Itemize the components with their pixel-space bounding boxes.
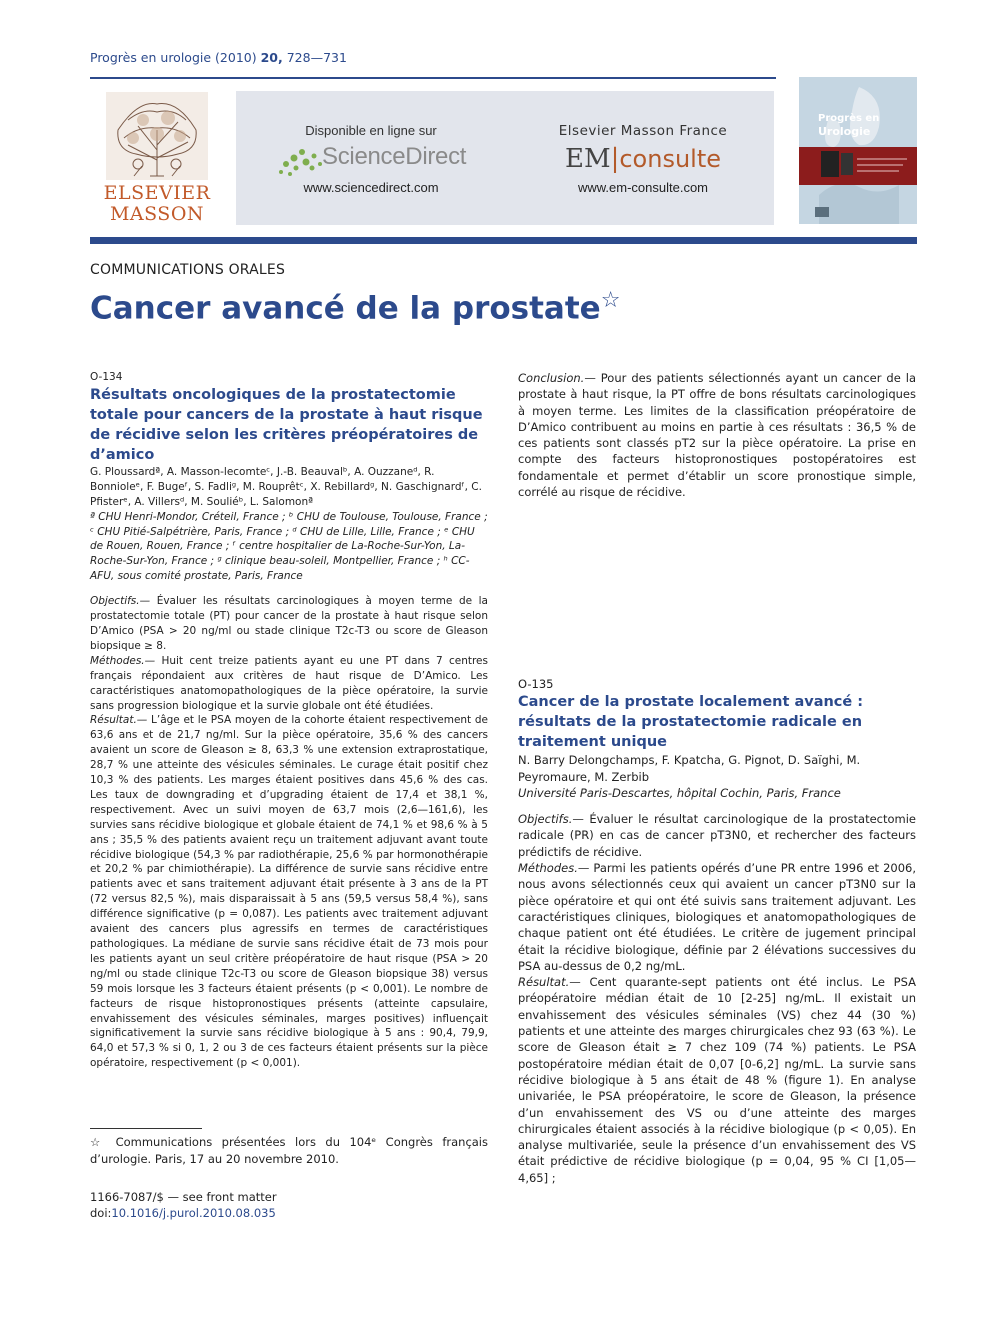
abstract-number: O-134 <box>90 371 123 383</box>
cover-title-line2: Urologie <box>818 125 871 138</box>
section-label: COMMUNICATIONS ORALES <box>90 262 286 278</box>
elsevier-masson-logo <box>98 90 216 226</box>
sciencedirect-logo-text: ScienceDirect <box>322 143 467 170</box>
abstract-affiliations: ª CHU Henri-Mondor, Créteil, France ; ᵇ CHU de Toulouse, Toulouse, France ; ᶜ CHU Pitié-Salpétrière, Paris, France ; ᵈ CHU de Lille, Lille, France ; ᵉ CHU de Rouen, Rouen, France ; ᶠ centre hospitalier de La-Roche-Sur-Yon, La-Roche-Sur-Yon, France ; ᵍ clinique beau-soleil, Montpellier, France ; ʰ CC-AFU, sous comité prostate, Paris, France <box>90 510 488 583</box>
methodes-paragraph <box>90 654 488 714</box>
sciencedirect-label: Disponible en ligne sur <box>305 123 437 138</box>
conclusion-text: Pour des patients sélectionnés ayant un cancer de la prostate à haut risque, la PT offre de bons résultats carcinologiques à moyen terme. Les limites de la classification préopératoire de D’Amico contribuent au moins en partie à ces résultats : 36,5 % de ces patients sont classés pT2 sur la pièce opératoire. La prise en compte des facteurs histopronostiques postopératoires est fondamentale et permet d’établir un score pronostique simple, corrélé au risque de récidive. <box>518 371 916 500</box>
objectifs-paragraph <box>518 811 916 860</box>
journal-year: (2010) <box>215 50 257 65</box>
abstract-title: Cancer de la prostate localement avancé : résultats de la prostatectomie radicale en traitement unique <box>518 694 864 751</box>
objectifs-paragraph <box>90 594 488 654</box>
methodes-text: Huit cent treize patients ayant eu une PT dans 7 centres français répondaient aux critères de haut risque de D’Amico. Les caractéristiques anatomopathologiques de la pièce opératoire, la survie sans progression biologique et la survie globale ont été étudiées. <box>90 654 488 712</box>
em-consulte-url[interactable]: www.em-consulte.com <box>577 180 709 195</box>
methodes-label: Méthodes.— <box>90 654 156 667</box>
cover-title-line1: Progrès en <box>818 113 880 124</box>
issn-doi-block <box>90 1189 277 1221</box>
abstract-number: O-135 <box>518 677 554 691</box>
doi-link[interactable]: 10.1016/j.purol.2010.08.035 <box>111 1206 276 1220</box>
methodes-label: Méthodes.— <box>518 861 590 876</box>
objectifs-label: Objectifs.— <box>518 812 584 827</box>
em-consulte-logo: EM|consulte <box>564 144 722 174</box>
methodes-text: Parmi les patients opérés d’une PR entre 1996 et 2006, nous avons sélectionnés ceux qui avaient un cancer pT3N0 sur la pièce opératoire et qui ont été suivis sans traitement adjuvant. Les caractéristiques cliniques, biologiques et anatomopathologiques de chaque patient ont été étudiées. Le critère de jugement principal était la récidive biologique, définie par 2 élévations successives du PSA au-dessus de 0,2 ng/mL. <box>518 861 916 973</box>
issn-line: 1166-7087/$ — see front matter <box>90 1190 277 1204</box>
resultat-text: L’âge et le PSA moyen de la cohorte étaient respectivement de 63,6 ans et de 21,7 ng/ml. Sur la pièce opératoire, 35,6 % des cancers avaient un score de Gleason ≥ 8, 63,3 % une extension extraprostatique, 28,7 % une atteinte des vésicules séminales. Le curage était positif chez 10,3 % des patients. Les marges étaient positives dans 45,6 % des cas. Les taux de downgrading et d’upgrading étaient de 17,4 et 38,1 %, respectivement. Avec un suivi moyen de 63,7 mois (2,6—161,6), les survies sans récidive biologique et globale étaient de 74,1 % et 98,6 % à 5 ans ; 35,5 % des patients avaient reçu un traitement adjuvant avant toute récidive biologique (54,3 % par radiothérapie, 25,6 % par hormonothérapie et 20,2 % par chimiothérapie). La différence de survie sans récidive entre patients avec et sans traitement adjuvant était présente à 3 ans de la PT (72 versus 82,5 %), mais disparaissait à 5 ans (59,5 versus 58,4 %), sans différence significative (p = 0,087). Les patients avec traitement adjuvant avaient des cancers plus agressifs en termes de caractéristiques pathologiques. La médiane de survie sans récidive était de 73 mois pour les patients ayant un seul critère préopératoire de haut risque (PSA > 20 ng/ml ou stade clinique T2c-T3 ou score de Gleason biopsique 38) versus 59 mois lorsque les 3 facteurs étaient présents (p < 0,001). Le nombre de facteurs de risque histopronostiques présents (atteinte capsulaire, envahissement des vésicules séminales, marges positives) influençait significativement la survie sans récidive biologique à 5 ans : 90,4, 79,9, 64,0 et 57,3 % si 0, 1, 2 ou 3 de ces facteurs étaient présents sur la pièce opératoire, respectivement (p < 0,001). <box>90 714 488 1070</box>
masson-logo-text: MASSON <box>109 203 205 225</box>
resultat-label: Résultat.— <box>90 714 148 727</box>
page-title <box>90 288 620 326</box>
footnote-star-icon: ☆ <box>90 1135 107 1149</box>
journal-pages: 728—731 <box>286 50 347 65</box>
conclusion-paragraph <box>518 370 916 500</box>
abstract-authors: G. Ploussardª, A. Masson-lecomteᶜ, J.-B. Beauvalᵇ, A. Ouzzaneᵈ, R. Bonnioleᵉ, F. Bugeᶠ, S. Fadliᵍ, M. Rouprêtᶜ, X. Rebillardᵍ, N. Gaschignardᶠ, C. Pfisterᵉ, A. Villersᵈ, M. Souliéᵇ, L. Salomonª <box>90 465 482 508</box>
journal-name: Progrès en urologie <box>90 50 212 65</box>
resultat-label: Résultat.— <box>518 975 581 990</box>
conclusion-label: Conclusion.— <box>518 371 596 385</box>
objectifs-text: Évaluer le résultat carcinologique de la prostatectomie radicale (PR) en cas de cancer pT3N0, et rechercher des facteurs prédictifs de récidive. <box>518 812 916 859</box>
objectifs-label: Objectifs.— <box>90 595 151 608</box>
abstract-o134-conclusion <box>518 370 916 500</box>
abstract-authors: N. Barry Delongchamps, F. Kpatcha, G. Pignot, D. Saïghi, M. Peyromaure, M. Zerbib <box>518 753 861 784</box>
em-logo-em: EM <box>564 144 611 174</box>
header-thick-rule <box>90 237 917 244</box>
resultat-text: Cent quarante-sept patients ont été inclus. Le PSA préopératoire médian était de 10 [2-25] ng/mL. Il existait un envahissement des vésicules séminales (VS) chez 44 (30 %) patients et une atteinte des marges chirurgicales chez 93 (63 %). Le score de Gleason était ≥ 7 chez 109 (74 %) patients. Le PSA postopératoire médian était de 0,07 [0-6,2] ng/mL. La survie sans récidive biologique à 5 ans était de 48 % (figure 1). En analyse univariée, le PSA préopératoire, le score de Gleason, la présence d’un envahissement des VS ou d’une atteinte des marges chirurgicales étaient associés à la récidive biologique (p < 0,05). En analyse multivariée, seule la présence d’un envahissement des VS était prédictive de récidive biologique (p = 0,04, 95 % CI [1,05—4,65] ; <box>518 975 916 1185</box>
footnote-rule <box>90 1128 202 1129</box>
journal-volume: 20, <box>260 50 283 65</box>
em-label: Elsevier Masson France <box>558 123 728 139</box>
sciencedirect-url[interactable]: www.sciencedirect.com <box>303 180 439 195</box>
journal-cover <box>799 77 917 224</box>
page-title-text: Cancer avancé de la prostate <box>90 290 601 327</box>
resultat-paragraph <box>518 974 916 1186</box>
doi-line <box>90 1205 277 1221</box>
abstract-o134 <box>90 370 488 1071</box>
abstract-affiliations: Université Paris-Descartes, hôpital Cochin, Paris, France <box>518 785 841 800</box>
header-rule <box>90 77 776 79</box>
em-logo-consulte: consulte <box>619 145 722 173</box>
resultat-paragraph <box>90 713 488 1071</box>
methodes-paragraph <box>518 860 916 974</box>
cover-illustration-icon <box>799 77 917 224</box>
availability-banner <box>236 91 774 225</box>
footnote <box>90 1134 488 1167</box>
journal-reference <box>90 50 347 65</box>
title-footnote-star-icon[interactable]: ☆ <box>600 288 621 313</box>
abstract-title: Résultats oncologiques de la prostatectomie totale pour cancers de la prostate à haut risque de récidive selon les critères préopératoires de d’amico <box>90 386 483 463</box>
doi-prefix: doi: <box>90 1206 112 1220</box>
objectifs-text: Évaluer les résultats carcinologiques à moyen terme de la prostatectomie totale (PT) pour cancer de la prostate à haut risque selon D’Amico (PSA > 20 ng/ml ou stade clinique T2c-T3 ou score de Gleason biopsique ≥ 8. <box>90 595 488 652</box>
footnote-text: Communications présentées lors du 104ᵉ Congrès français d’urologie. Paris, 17 au 20 novembre 2010. <box>90 1135 488 1166</box>
abstract-o135 <box>518 676 916 1186</box>
elsevier-logo-text: ELSEVIER <box>103 182 211 204</box>
